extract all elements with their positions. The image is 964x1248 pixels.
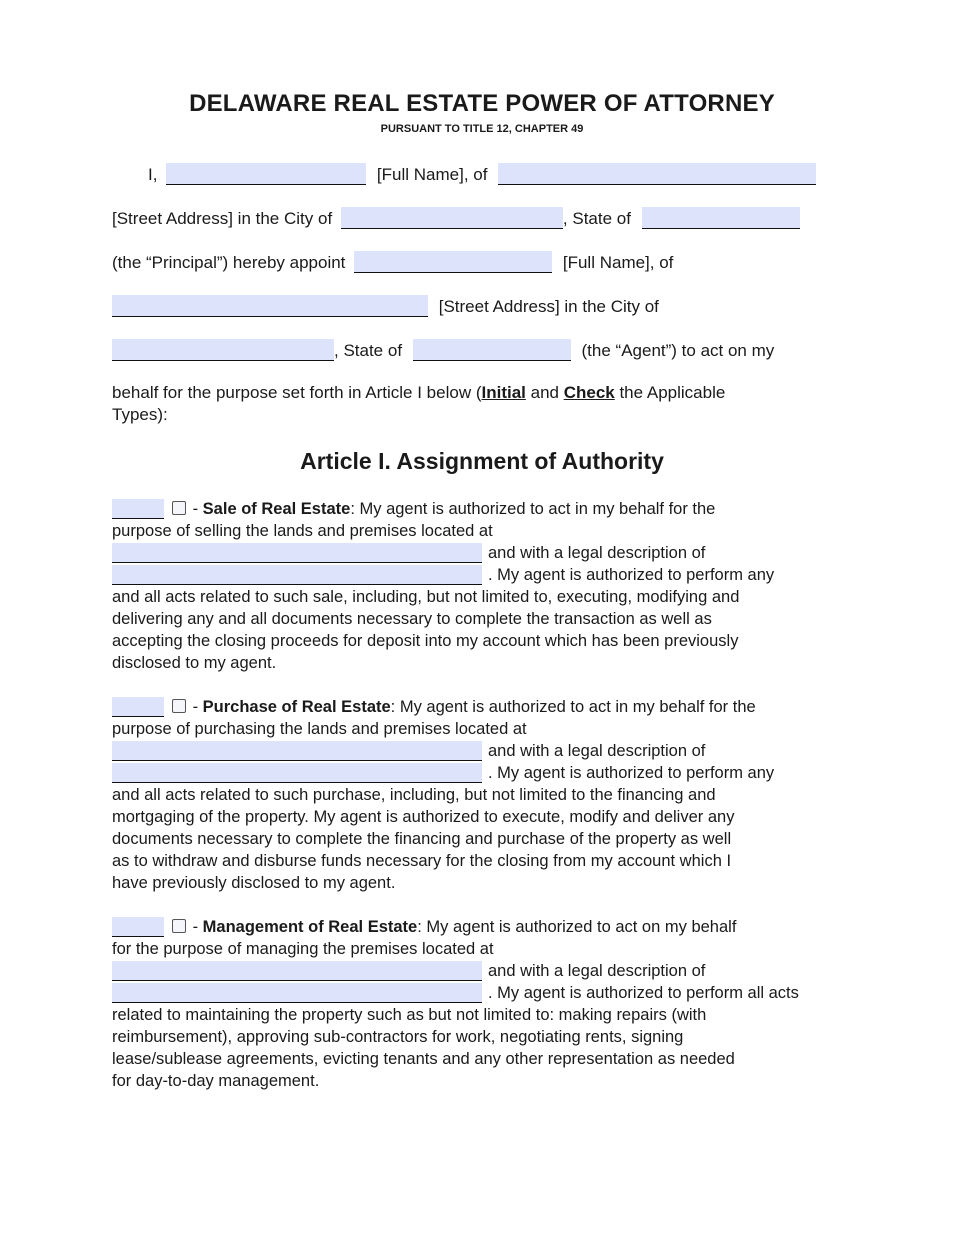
management-body-1: related to maintaining the property such as but not limited to: making repairs (with <box>112 1006 707 1024</box>
sale-label: Sale of Real Estate <box>202 500 351 518</box>
management-line-2: for the purpose of managing the premises located at <box>112 940 494 958</box>
types-line: Types): <box>112 405 168 424</box>
purchase-line-2: purpose of purchasing the lands and premises located at <box>112 720 527 738</box>
sale-legal-description-field[interactable] <box>112 565 482 585</box>
text-full-name-of: [Full Name], of <box>376 165 488 184</box>
management-body-2: reimbursement), approving sub-contractors for work, negotiating rents, signing <box>112 1028 684 1046</box>
text-the-agent: (the “Agent”) to act on my <box>581 341 775 360</box>
principal-state-field[interactable] <box>642 207 800 229</box>
text-agent-state-of: , State of <box>334 341 403 360</box>
purchase-body-3: documents necessary to complete the financing and purchase of the property as well <box>112 830 732 848</box>
text-street-address-city: [Street Address] in the City of <box>112 209 333 228</box>
sale-line-1: : My agent is authorized to act in my behalf for the <box>350 500 716 518</box>
management-initial-field[interactable] <box>112 917 164 937</box>
purchase-checkbox[interactable] <box>172 699 186 713</box>
principal-line-3 <box>112 251 673 273</box>
sale-location-field[interactable] <box>112 543 482 563</box>
agent-line-5 <box>112 339 774 361</box>
sale-initial-field[interactable] <box>112 499 164 519</box>
text-purpose: behalf for the purpose set forth in Article I below ( <box>112 383 482 402</box>
purchase-line-1: : My agent is authorized to act in my behalf for the <box>390 698 756 716</box>
principal-city-field[interactable] <box>341 207 563 229</box>
section-purchase: - Purchase of Real Estate: My agent is authorized to act in my behalf for the purpose of purchasing the lands and premises located at and with a legal description of . My agent is authorized to perform any and all acts related to such purchase, including, but not limited to the financing and mortgaging of the property. My agent is authorized to execute, modify and deliver any documents necessary to complete the financing and purchase of the property as well as to withdraw and disburse funds necessary for the closing from my account which I have previously disclosed to my agent. <box>112 696 852 894</box>
principal-line-1 <box>148 163 816 185</box>
management-line-3: and with a legal description of <box>488 962 706 980</box>
text-agent-full-name-of: [Full Name], of <box>562 253 674 272</box>
sale-line-3: and with a legal description of <box>488 544 706 562</box>
section-management: - Management of Real Estate: My agent is authorized to act on my behalf for the purpose of managing the premises located at and with a legal description of . My agent is authorized to perform all acts related to maintaining the property such as but not limited to: making repairs (with reimbursement), approving sub-contractors for work, negotiating rents, signing lease/sublease agreements, evicting tenants and any other representation as needed for day-to-day management. <box>112 916 852 1092</box>
purchase-line-4: . My agent is authorized to perform any <box>488 764 775 782</box>
sale-line-2: purpose of selling the lands and premises located at <box>112 522 493 540</box>
purchase-legal-description-field[interactable] <box>112 763 482 783</box>
principal-full-name-field[interactable] <box>166 163 366 185</box>
section-sale: - Sale of Real Estate: My agent is authorized to act in my behalf for the purpose of selling the lands and premises located at and with a legal description of . My agent is authorized to perform any and all acts related to such sale, including, but not limited to, executing, modifying and delivering any and all documents necessary to complete the transaction as well as accepting the closing proceeds for deposit into my account which has been previously disclosed to my agent. <box>112 498 852 674</box>
management-body-3: lease/sublease agreements, evicting tenants and any other representation as needed <box>112 1050 735 1068</box>
purchase-body-4: as to withdraw and disburse funds necessary for the closing from my account which I <box>112 852 732 870</box>
text-hereby-appoint: (the “Principal”) hereby appoint <box>112 253 346 272</box>
text-check: Check <box>563 383 615 402</box>
purchase-body-5: have previously disclosed to my agent. <box>112 874 396 892</box>
sale-checkbox[interactable] <box>172 501 186 515</box>
purchase-line-3: and with a legal description of <box>488 742 706 760</box>
text-i: I, <box>148 165 158 184</box>
management-location-field[interactable] <box>112 961 482 981</box>
sale-line-4: . My agent is authorized to perform any <box>488 566 775 584</box>
agent-full-name-field[interactable] <box>354 251 552 273</box>
sale-body-2: delivering any and all documents necessary to complete the transaction as well as <box>112 610 712 628</box>
agent-state-field[interactable] <box>413 339 571 361</box>
text-applicable: the Applicable <box>614 383 726 402</box>
purchase-location-field[interactable] <box>112 741 482 761</box>
purchase-label: Purchase of Real Estate <box>202 698 391 716</box>
text-initial: Initial <box>481 383 526 402</box>
agent-city-field[interactable] <box>112 339 334 361</box>
purchase-initial-field[interactable] <box>112 697 164 717</box>
principal-line-2 <box>112 207 800 229</box>
agent-street-address-field[interactable] <box>112 295 428 317</box>
document-title: DELAWARE REAL ESTATE POWER OF ATTORNEY <box>189 90 775 117</box>
sale-body-1: and all acts related to such sale, including, but not limited to, executing, modifying and <box>112 588 740 606</box>
sale-body-3: accepting the closing proceeds for deposit into my account which has been previously <box>112 632 739 650</box>
management-label: Management of Real Estate <box>202 918 418 936</box>
management-line-1: : My agent is authorized to act on my behalf <box>417 918 737 936</box>
sale-body-4: disclosed to my agent. <box>112 654 277 672</box>
purchase-body-1: and all acts related to such purchase, including, but not limited to the financing and <box>112 786 716 804</box>
article-heading: Article I. Assignment of Authority <box>300 448 664 474</box>
management-body-4: for day-to-day management. <box>112 1072 320 1090</box>
management-legal-description-field[interactable] <box>112 983 482 1003</box>
purchase-body-2: mortgaging of the property. My agent is authorized to execute, modify and deliver any <box>112 808 735 826</box>
text-state-of: , State of <box>562 209 631 228</box>
document-subtitle: PURSUANT TO TITLE 12, CHAPTER 49 <box>380 123 584 135</box>
principal-street-address-field[interactable] <box>498 163 816 185</box>
text-agent-street-address-city: [Street Address] in the City of <box>438 297 659 316</box>
text-and: and <box>525 383 564 402</box>
agent-line-4 <box>112 295 659 317</box>
management-checkbox[interactable] <box>172 919 186 933</box>
management-line-4: . My agent is authorized to perform all acts <box>488 984 799 1002</box>
purpose-line <box>112 383 725 403</box>
